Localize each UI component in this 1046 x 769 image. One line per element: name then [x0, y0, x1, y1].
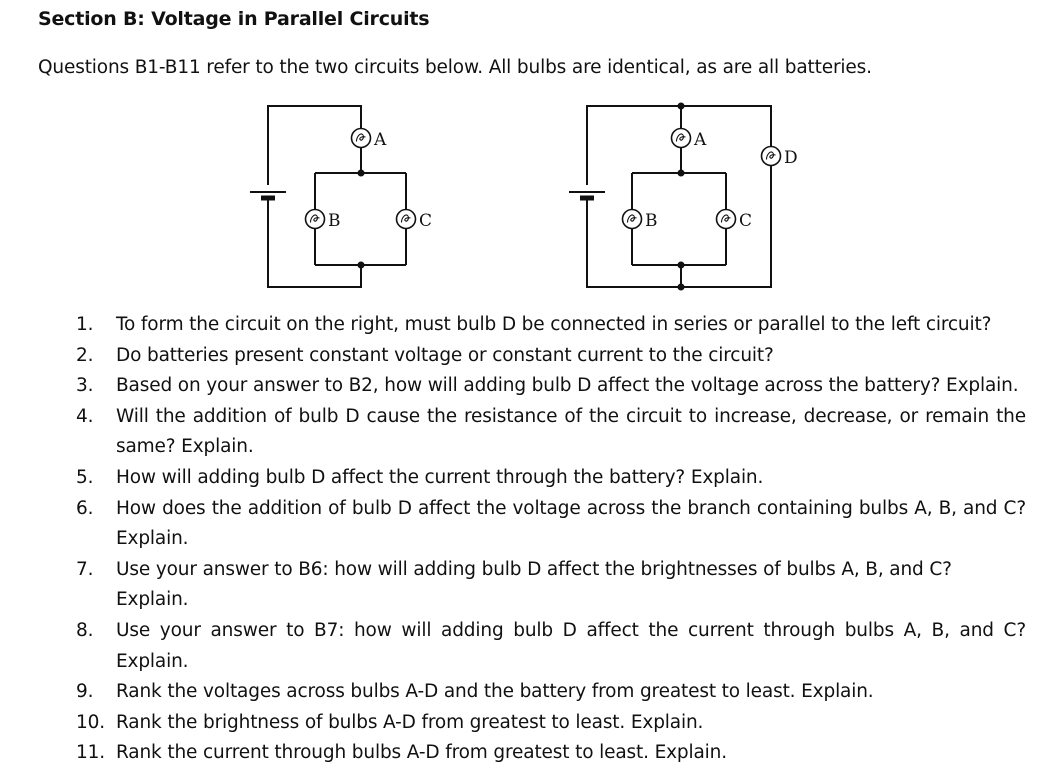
question-text: How will adding bulb D affect the current through the battery? Explain. — [116, 466, 764, 488]
right-circuit — [569, 103, 798, 291]
question-number: 11. — [76, 742, 105, 764]
bulb-a-icon — [672, 129, 691, 148]
left-circuit — [250, 106, 432, 287]
question-number: 7. — [76, 558, 94, 580]
bulb-label-a: A — [694, 130, 707, 150]
junction-dot — [678, 103, 685, 110]
question-text: Do batteries present constant voltage or constant current to the circuit? — [116, 344, 774, 366]
bulb-a-icon — [352, 129, 371, 148]
bulb-label-d: D — [784, 148, 798, 168]
junction-dot — [678, 262, 685, 269]
question-text: Use your answer to B6: how will adding bulb D affect the brightnesses of bulbs A, B, and C? Explain. — [116, 558, 952, 611]
question-text: To form the circuit on the right, must bulb D be connected in series or parallel to the left circuit? — [116, 314, 992, 335]
question-number: 3. — [76, 375, 94, 397]
question-text: Use your answer to B7: how will adding bulb D affect the current through bulbs A, B, and C? Explain. — [116, 619, 1026, 672]
question-number: 2. — [76, 344, 94, 366]
bulb-b-icon — [623, 210, 642, 229]
circuit-diagrams — [0, 0, 1046, 310]
bulb-c-icon — [717, 210, 736, 229]
question-text: Rank the voltages across bulbs A-D and the battery from greatest to least. Explain. — [116, 681, 874, 703]
question-item — [76, 463, 1026, 494]
question-number: 8. — [76, 619, 94, 641]
bulb-label-c: C — [739, 211, 753, 231]
question-number: 5. — [76, 466, 94, 488]
question-text: Rank the current through bulbs A-D from greatest to least. Explain. — [116, 742, 727, 764]
question-number: 10. — [76, 711, 105, 733]
question-number: 4. — [76, 405, 94, 427]
bulb-label-c: C — [419, 211, 433, 231]
question-number: 1. — [76, 314, 94, 335]
question-item — [76, 341, 1026, 372]
question-text: How does the addition of bulb D affect the voltage across the branch containing bulbs A, B, and C? Explain. — [116, 497, 1026, 550]
question-list — [76, 310, 1026, 769]
question-text: Will the addition of bulb D cause the resistance of the circuit to increase, decrease, or remain the same? Explain. — [116, 405, 1026, 458]
junction-dot — [358, 170, 365, 177]
question-number: 6. — [76, 497, 94, 519]
bulb-label-b: B — [645, 211, 658, 231]
question-item — [76, 738, 1026, 769]
intro-text: Questions B1-B11 refer to the two circuits below. All bulbs are identical, as are all batteries. — [38, 57, 872, 78]
section-title: Section B: Voltage in Parallel Circuits — [38, 8, 430, 30]
question-item — [76, 555, 1026, 616]
bulb-label-a: A — [374, 130, 387, 150]
junction-dot — [678, 284, 685, 291]
question-text: Based on your answer to B2, how will adding bulb D affect the voltage across the battery? Explain. — [116, 375, 1019, 397]
bulb-c-icon — [397, 210, 416, 229]
question-item — [76, 310, 1026, 341]
question-item — [76, 402, 1026, 463]
question-item — [76, 616, 1026, 677]
bulb-label-b: B — [328, 211, 341, 231]
question-item — [76, 677, 1026, 708]
question-number: 9. — [76, 681, 94, 703]
junction-dot — [358, 262, 365, 269]
bulb-b-icon — [306, 210, 325, 229]
question-item — [76, 494, 1026, 555]
junction-dot — [678, 170, 685, 177]
bulb-d-icon — [762, 147, 781, 166]
question-text: Rank the brightness of bulbs A-D from greatest to least. Explain. — [116, 711, 704, 733]
question-item — [76, 708, 1026, 739]
question-item — [76, 371, 1026, 402]
